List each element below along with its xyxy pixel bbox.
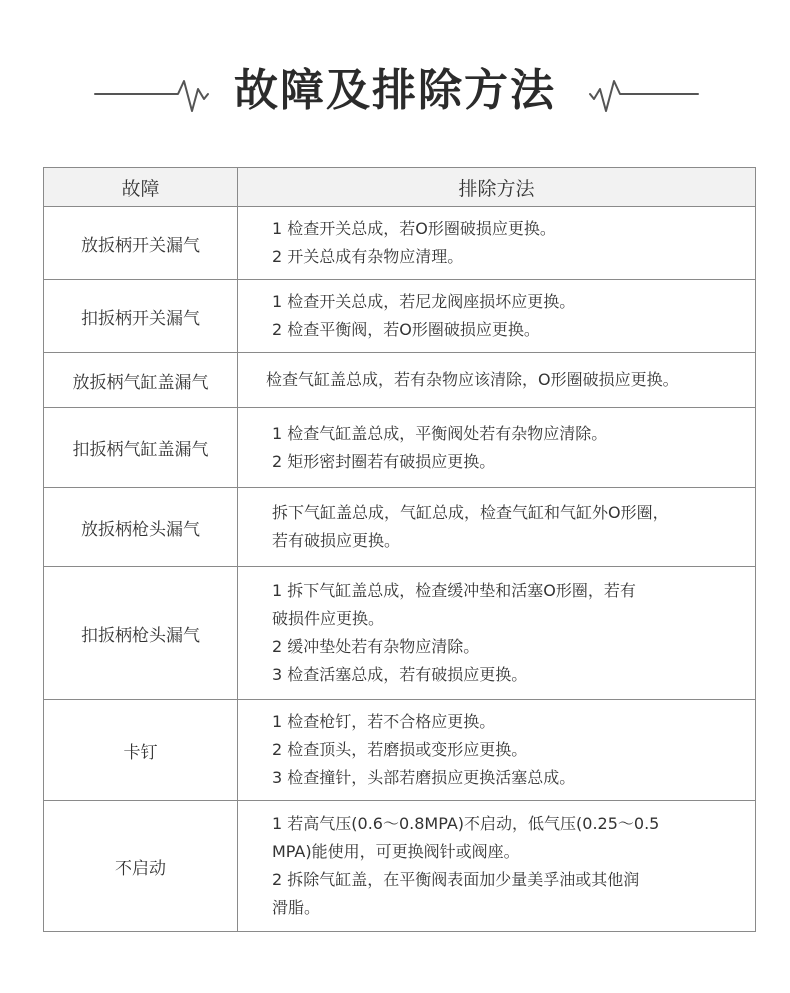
- table-row: [44, 207, 756, 280]
- table-row: [44, 700, 756, 801]
- fault-cell: 放扳柄开关漏气: [44, 207, 238, 280]
- remedy-line: 2 矩形密封圈若有破损应更换。: [272, 451, 496, 471]
- table-row: [44, 353, 756, 408]
- remedy-line: 1 检查开关总成，若O形圈破损应更换。: [272, 219, 556, 238]
- fault-remedy-table: [43, 167, 756, 932]
- remedy-line: 2 检查顶头，若磨损或变形应更换。: [272, 740, 528, 759]
- remedy-cell: [238, 700, 756, 801]
- remedy-line: 2 拆除气缸盖，在平衡阀表面加少量美孚油或其他润: [272, 870, 640, 889]
- remedy-line: 拆下气缸盖总成，气缸总成，检查气缸和气缸外O形圈，: [272, 503, 669, 522]
- header-remedy: 排除方法: [238, 168, 756, 207]
- fault-cell: 扣扳柄枪头漏气: [44, 567, 238, 700]
- fault-cell: 放扳柄枪头漏气: [44, 488, 238, 567]
- table-header-row: [44, 168, 756, 207]
- remedy-cell: [238, 207, 756, 280]
- fault-cell: 扣扳柄开关漏气: [44, 280, 238, 353]
- fault-cell: 不启动: [44, 801, 238, 932]
- remedy-line: 破损件应更换。: [272, 609, 385, 628]
- remedy-line: 1 检查气缸盖总成，平衡阀处若有杂物应清除。: [272, 423, 608, 443]
- title-banner: [0, 55, 790, 135]
- fault-cell: 卡钉: [44, 700, 238, 801]
- left-pulse-line: [95, 81, 208, 111]
- header-fault: 故障: [44, 168, 238, 207]
- table-row: [44, 567, 756, 700]
- page-title: 故障及排除方法: [234, 65, 556, 116]
- fault-cell: 放扳柄气缸盖漏气: [44, 353, 238, 408]
- remedy-cell: [238, 280, 756, 353]
- remedy-line: 2 缓冲垫处若有杂物应清除。: [272, 637, 480, 656]
- right-pulse-line: [590, 81, 698, 111]
- table-row: [44, 408, 756, 488]
- remedy-line: 若有破损应更换。: [272, 531, 401, 550]
- remedy-line: MPA)能使用，可更换阀针或阀座。: [272, 842, 520, 861]
- remedy-line: 1 检查开关总成，若尼龙阀座损坏应更换。: [272, 292, 576, 311]
- remedy-line: 滑脂。: [272, 898, 321, 917]
- remedy-line: 检查气缸盖总成，若有杂物应该清除，O形圈破损应更换。: [266, 370, 679, 389]
- remedy-line: 1 若高气压(0.6～0.8MPA)不启动，低气压(0.25～0.5: [272, 814, 660, 833]
- remedy-cell: [238, 353, 756, 408]
- remedy-line: 3 检查撞针，头部若磨损应更换活塞总成。: [272, 768, 576, 787]
- table-row: [44, 488, 756, 567]
- remedy-cell: [238, 567, 756, 700]
- remedy-cell: [238, 801, 756, 932]
- remedy-line: 2 开关总成有杂物应清理。: [272, 247, 464, 266]
- remedy-line: 1 检查枪钉，若不合格应更换。: [272, 712, 496, 731]
- remedy-line: 2 检查平衡阀，若O形圈破损应更换。: [272, 320, 540, 339]
- remedy-line: 3 检查活塞总成，若有破损应更换。: [272, 665, 528, 684]
- fault-cell: 扣扳柄气缸盖漏气: [44, 408, 238, 488]
- remedy-cell: [238, 488, 756, 567]
- remedy-cell: [238, 408, 756, 488]
- remedy-line: 1 拆下气缸盖总成，检查缓冲垫和活塞O形圈，若有: [272, 581, 636, 600]
- table-row: [44, 280, 756, 353]
- table-row: [44, 801, 756, 932]
